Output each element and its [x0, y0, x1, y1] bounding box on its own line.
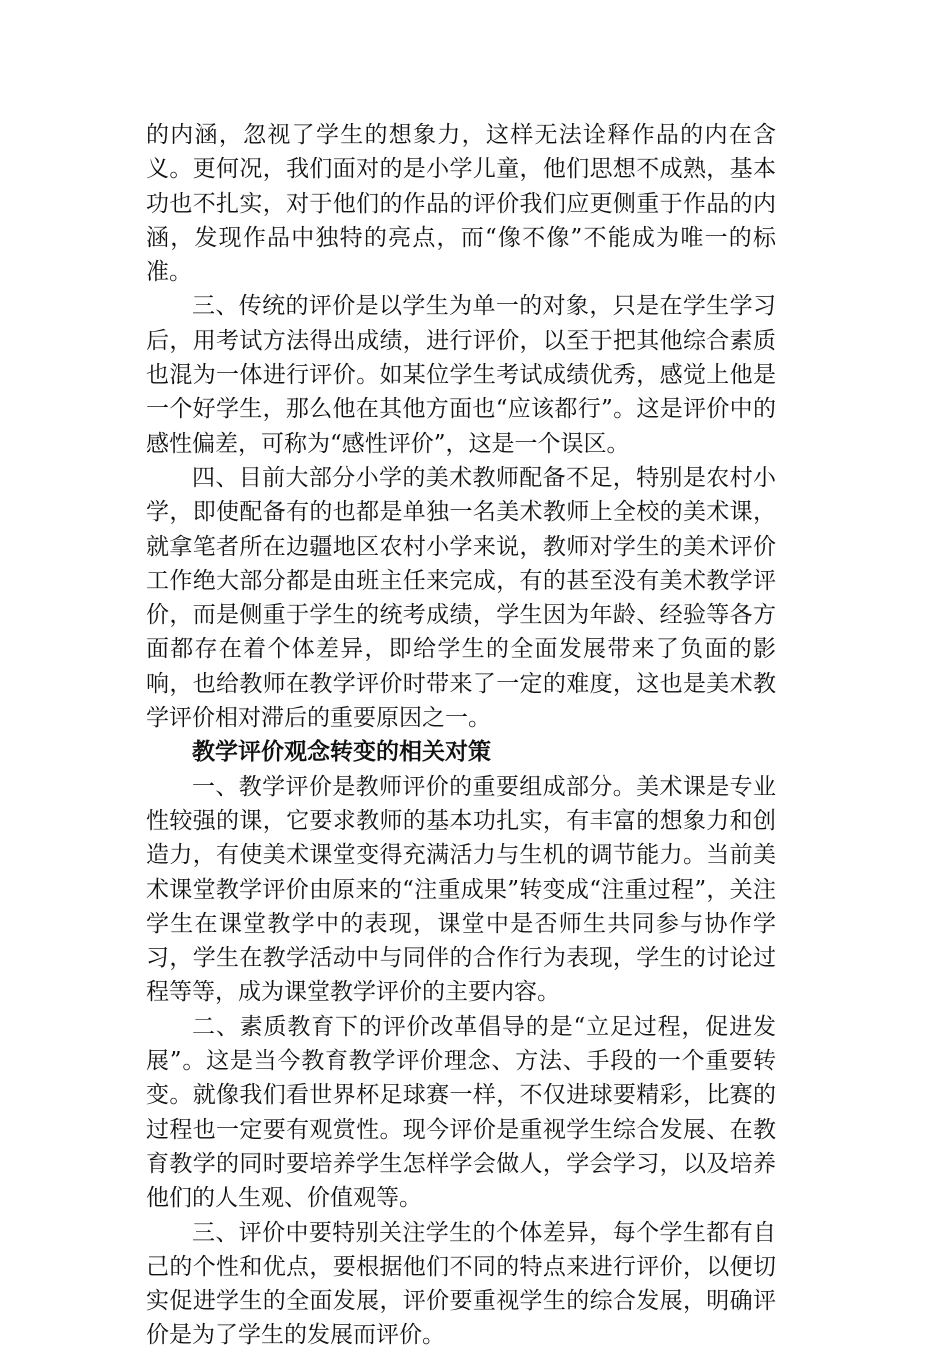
- strategy-paragraph-one: 一、教学评价是教师评价的重要组成部分。美术课是专业性较强的课，它要求教师的基本功扎实，有丰富的想象力和创造力，有使美术课堂变得充满活力与生机的调节能力。当前美术课堂教学评价由原来的“注重成果”转变成“注重过程”，关注学生在课堂教学中的表现，课堂中是否师生共同参与协作学习，学生在教学活动中与同伴的合作行为表现，学生的讨论过程等等，成为课堂教学评价的主要内容。: [146, 773, 776, 1006]
- document-page: [146, 118, 776, 1353]
- paragraph-point-four: 四、目前大部分小学的美术教师配备不足，特别是农村小学，即使配备有的也都是单独一名美术教师上全校的美术课，就拿笔者所在边疆地区农村小学来说，教师对学生的美术评价工作绝大部分都是由班主任来完成，有的甚至没有美术教学评价，而是侧重于学生的统考成绩，学生因为年龄、经验等各方面都存在着个体差异，即给学生的全面发展带来了负面的影响，也给教师在教学评价时带来了一定的难度，这也是美术教学评价相对滞后的重要原因之一。: [146, 464, 776, 732]
- paragraph-point-three: 三、传统的评价是以学生为单一的对象，只是在学生学习后，用考试方法得出成绩，进行评价，以至于把其他综合素质也混为一体进行评价。如某位学生考试成绩优秀，感觉上他是一个好学生，那么他在其他方面也“应该都行”。这是评价中的感性偏差，可称为“感性评价”，这是一个误区。: [146, 293, 776, 457]
- strategy-paragraph-two: 二、素质教育下的评价改革倡导的是“立足过程，促进发展”。这是当今教育教学评价理念、方法、手段的一个重要转变。就像我们看世界杯足球赛一样，不仅进球要精彩，比赛的过程也一定要有观赏性。现今评价是重视学生综合发展、在教育教学的同时要培养学生怎样学会做人，学会学习，以及培养他们的人生观、价值观等。: [146, 1013, 776, 1212]
- section-heading: 教学评价观念转变的相关对策: [192, 739, 491, 766]
- strategy-paragraph-three: 三、评价中要特别关注学生的个体差异，每个学生都有自己的个性和优点，要根据他们不同的特点来进行评价，以便切实促进学生的全面发展，评价要重视学生的综合发展，明确评价是为了学生的发展而评价。: [146, 1219, 776, 1349]
- paragraph-continuation: 的内涵，忽视了学生的想象力，这样无法诠释作品的内在含义。更何况，我们面对的是小学儿童，他们思想不成熟，基本功也不扎实，对于他们的作品的评价我们应更侧重于作品的内涵，发现作品中独特的亮点，而“像不像”不能成为唯一的标准。: [146, 122, 776, 286]
